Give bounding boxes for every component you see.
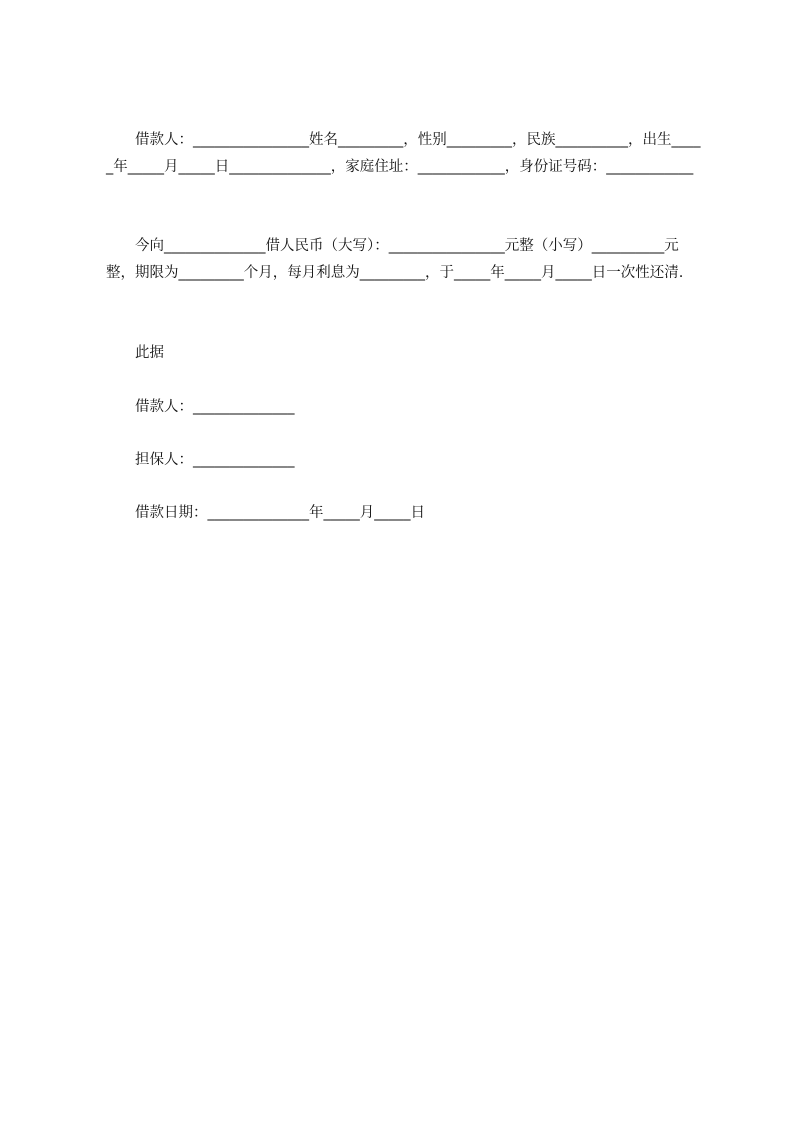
guarantor-signature-line: 担保人：______________ (135, 452, 295, 468)
borrower-info-paragraph: 借款人：________________姓名_________，性别_________，民族__________，出生_____年_____月_____日______________，家庭住址：____________，身份证号码：____________ (106, 132, 701, 175)
basis-text: 此据 (135, 345, 164, 361)
loan-date-line: 借款日期：______________年_____月_____日 (135, 505, 425, 521)
borrower-signature-line: 借款人：______________ (135, 399, 295, 415)
loan-terms-paragraph: 今向______________借人民币（大写）：________________元整（小写）__________元整，期限为_________个月，每月利息为_________，于_____年_____月_____日一次性还清. (106, 238, 684, 281)
